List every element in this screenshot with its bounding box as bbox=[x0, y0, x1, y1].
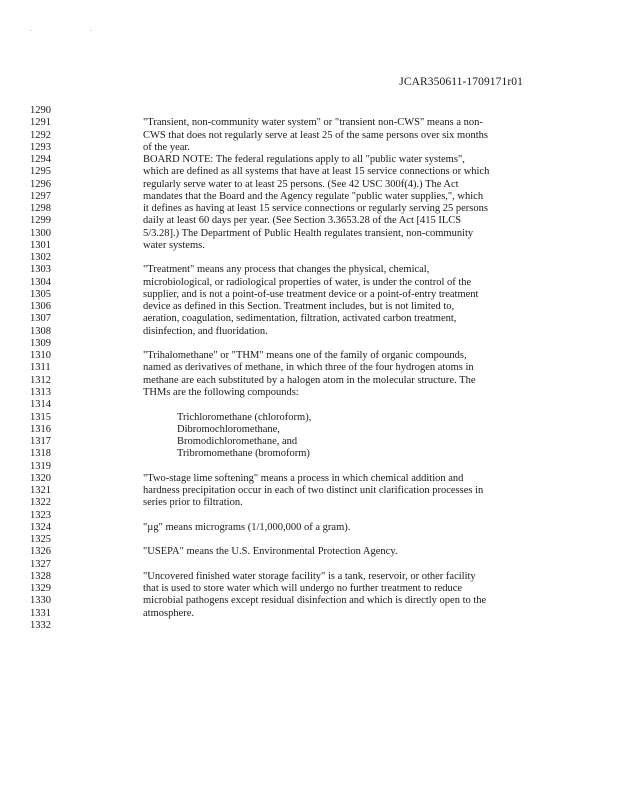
line-text: "Transient, non-community water system" or "transient non-CWS" means a non- bbox=[143, 117, 483, 129]
line-1329 bbox=[30, 583, 463, 595]
line-text: THMs are the following compounds: bbox=[143, 386, 299, 398]
line-number: 1320 bbox=[30, 472, 51, 484]
line-text: daily at least 60 days per year. (See Section 3.3653.28 of the Act [415 ILCS bbox=[143, 215, 462, 227]
line-1307 bbox=[30, 313, 457, 325]
line-text: series prior to filtration. bbox=[143, 497, 243, 509]
line-text: microbiological, or radiological properties of water, is under the control of the bbox=[143, 276, 472, 288]
line-text: of the year. bbox=[143, 141, 190, 153]
line-text: hardness precipitation occur in each of two distinct unit clarification processes in bbox=[143, 485, 484, 497]
line-1308 bbox=[30, 325, 268, 338]
line-1332 bbox=[30, 620, 100, 632]
line-text: "Treatment" means any process that changes the physical, chemical, bbox=[143, 264, 430, 276]
line-number: 1302 bbox=[30, 252, 51, 264]
line-number: 1318 bbox=[30, 448, 51, 460]
line-1292 bbox=[30, 129, 488, 142]
document-id: JCAR350611-1709171r01 bbox=[399, 76, 523, 88]
line-number: 1319 bbox=[30, 460, 51, 472]
line-number: 1295 bbox=[30, 166, 51, 178]
line-text: 5/3.28].) The Department of Public Health regulates transient, non-community bbox=[143, 227, 474, 239]
line-text: aeration, coagulation, sedimentation, filtration, activated carbon treatment, bbox=[143, 313, 457, 325]
line-text: BOARD NOTE: The federal regulations apply to all "public water systems", bbox=[143, 154, 465, 166]
line-1310 bbox=[30, 350, 467, 362]
line-text: "Uncovered finished water storage facility" is a tank, reservoir, or other facility bbox=[143, 570, 476, 582]
line-number: 1328 bbox=[30, 570, 51, 582]
line-1299 bbox=[30, 215, 462, 227]
line-number: 1304 bbox=[30, 276, 51, 288]
line-number: 1293 bbox=[30, 141, 51, 153]
line-number: 1322 bbox=[30, 497, 51, 509]
line-number: 1305 bbox=[30, 288, 51, 300]
line-number: 1321 bbox=[30, 485, 51, 497]
line-number: 1314 bbox=[30, 399, 51, 411]
line-number: 1324 bbox=[30, 521, 51, 533]
line-number: 1315 bbox=[30, 411, 51, 423]
line-1328 bbox=[30, 570, 476, 583]
line-number: 1323 bbox=[30, 509, 51, 521]
line-1315 bbox=[30, 411, 312, 424]
line-number: 1325 bbox=[30, 534, 51, 546]
line-1313 bbox=[30, 386, 299, 399]
line-1322 bbox=[30, 497, 243, 509]
line-text: atmosphere. bbox=[143, 607, 195, 619]
line-1300 bbox=[30, 227, 474, 240]
line-1324 bbox=[30, 521, 351, 534]
line-1319 bbox=[30, 461, 100, 473]
line-text: mandates that the Board and the Agency regulate "public water supplies,", which bbox=[143, 190, 484, 202]
line-number: 1292 bbox=[30, 129, 51, 141]
line-text: that is used to store water which will undergo no further treatment to reduce bbox=[143, 583, 463, 595]
line-1320 bbox=[30, 472, 464, 485]
line-1316 bbox=[30, 423, 280, 436]
line-text: "µg" means micrograms (1/1,000,000 of a gram). bbox=[143, 521, 351, 533]
line-text: water systems. bbox=[143, 239, 205, 251]
line-number: 1309 bbox=[30, 337, 51, 349]
line-number: 1329 bbox=[30, 583, 51, 595]
line-text: Dibromochloromethane, bbox=[177, 423, 280, 435]
line-1330 bbox=[30, 595, 487, 607]
line-1296 bbox=[30, 178, 459, 191]
line-1297 bbox=[30, 190, 484, 203]
line-text: Trichloromethane (chloroform), bbox=[177, 411, 312, 423]
line-text: methane are each substituted by a halogen atom in the molecular structure. The bbox=[143, 374, 476, 386]
line-1318 bbox=[30, 448, 310, 460]
line-number: 1311 bbox=[30, 362, 51, 374]
line-text: named as derivatives of methane, in which three of the four hydrogen atoms in bbox=[143, 362, 474, 374]
line-number: 1299 bbox=[30, 215, 51, 227]
line-number: 1303 bbox=[30, 264, 51, 276]
line-text: Tribromomethane (bromoform) bbox=[177, 448, 310, 460]
line-number: 1297 bbox=[30, 190, 51, 202]
line-text: microbial pathogens except residual disinfection and which is directly open to the bbox=[143, 595, 487, 607]
line-text: "USEPA" means the U.S. Environmental Protection Agency. bbox=[143, 546, 398, 558]
line-number: 1307 bbox=[30, 313, 51, 325]
line-1325 bbox=[30, 534, 100, 546]
line-text: supplier, and is not a point-of-use treatment device or a point-of-entry treatment bbox=[143, 288, 479, 300]
line-number: 1332 bbox=[30, 619, 51, 631]
line-number: 1316 bbox=[30, 423, 51, 435]
line-1305 bbox=[30, 288, 479, 301]
line-text: "Trihalomethane" or "THM" means one of the family of organic compounds, bbox=[143, 350, 467, 362]
line-text: device as defined in this Section. Treatment includes, but is not limited to, bbox=[143, 301, 455, 313]
line-number: 1312 bbox=[30, 374, 51, 386]
line-number: 1313 bbox=[30, 386, 51, 398]
line-1317 bbox=[30, 436, 298, 448]
line-number: 1290 bbox=[30, 105, 51, 116]
line-1298 bbox=[30, 203, 488, 215]
line-1295 bbox=[30, 166, 490, 178]
line-text: regularly serve water to at least 25 persons. (See 42 USC 300f(4).) The Act bbox=[143, 178, 459, 190]
line-1303 bbox=[30, 264, 430, 276]
line-1327 bbox=[30, 559, 100, 571]
line-1331 bbox=[30, 607, 195, 620]
line-1306 bbox=[30, 301, 455, 313]
line-number: 1317 bbox=[30, 436, 51, 448]
line-number: 1331 bbox=[30, 607, 51, 619]
line-number: 1310 bbox=[30, 350, 51, 362]
line-number: 1301 bbox=[30, 239, 51, 251]
line-1312 bbox=[30, 374, 476, 387]
line-number: 1306 bbox=[30, 301, 51, 313]
line-1311 bbox=[30, 362, 474, 374]
line-number: 1308 bbox=[30, 325, 51, 337]
line-1301 bbox=[30, 239, 205, 252]
line-1309 bbox=[30, 338, 100, 350]
line-1294 bbox=[30, 154, 465, 166]
line-text: it defines as having at least 15 service connections or regularly serving 25 persons bbox=[143, 203, 488, 215]
line-text: disinfection, and fluoridation. bbox=[143, 325, 268, 337]
line-1323 bbox=[30, 510, 100, 522]
line-1293 bbox=[30, 141, 190, 154]
line-1321 bbox=[30, 485, 484, 497]
line-number: 1327 bbox=[30, 558, 51, 570]
line-1290 bbox=[30, 105, 100, 117]
line-number: 1330 bbox=[30, 595, 51, 607]
line-number: 1296 bbox=[30, 178, 51, 190]
line-text: CWS that does not regularly serve at least 25 of the same persons over six months bbox=[143, 129, 488, 141]
line-1291 bbox=[30, 117, 483, 129]
line-text: "Two-stage lime softening" means a process in which chemical addition and bbox=[143, 472, 464, 484]
line-number: 1298 bbox=[30, 203, 51, 215]
line-text: which are defined as all systems that have at least 15 service connections or which bbox=[143, 166, 490, 178]
line-1302 bbox=[30, 252, 100, 264]
line-number: 1326 bbox=[30, 546, 51, 558]
scan-specks: . . bbox=[30, 24, 120, 33]
line-number: 1291 bbox=[30, 117, 51, 129]
line-text: Bromodichloromethane, and bbox=[177, 436, 298, 448]
line-1304 bbox=[30, 276, 472, 289]
line-1326 bbox=[30, 546, 398, 558]
line-1314 bbox=[30, 399, 100, 411]
line-number: 1294 bbox=[30, 154, 51, 166]
line-number: 1300 bbox=[30, 227, 51, 239]
